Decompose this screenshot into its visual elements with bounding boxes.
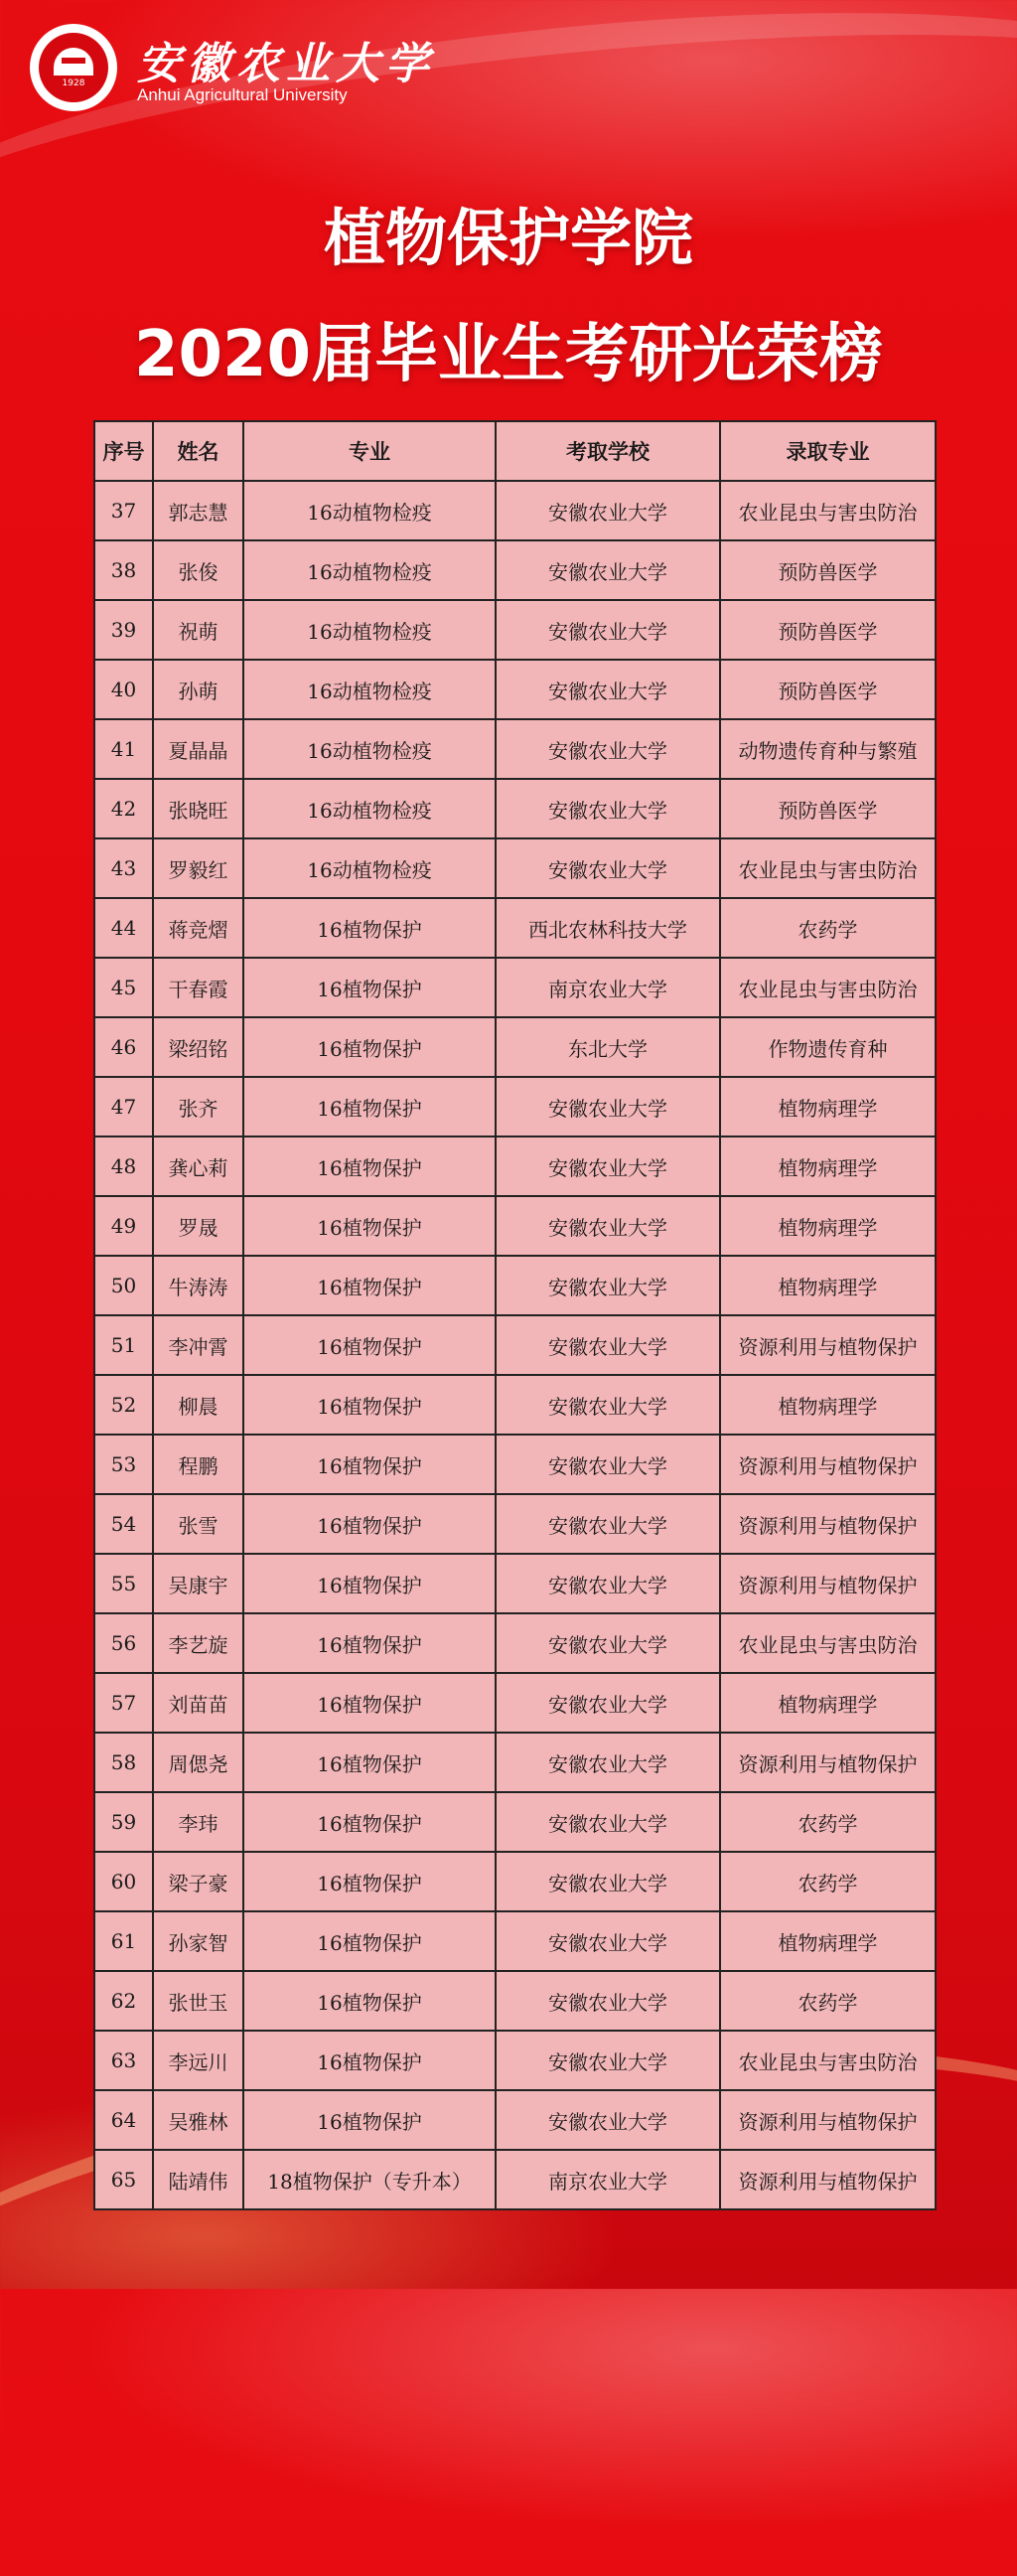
- cell-admitted-major: 农药学: [720, 898, 936, 958]
- cell-school: 安徽农业大学: [496, 1375, 720, 1435]
- cell-admitted-major: 植物病理学: [720, 1911, 936, 1971]
- cell-name: 罗毅红: [153, 838, 243, 898]
- cell-name: 柳晨: [153, 1375, 243, 1435]
- cell-major: 16动植物检疫: [243, 600, 496, 660]
- cell-major: 16植物保护: [243, 1971, 496, 2031]
- cell-name: 李远川: [153, 2031, 243, 2090]
- cell-admitted-major: 资源利用与植物保护: [720, 1554, 936, 1613]
- cell-school: 南京农业大学: [496, 2150, 720, 2209]
- cell-name: 吴雅林: [153, 2090, 243, 2150]
- cell-admitted-major: 作物遗传育种: [720, 1017, 936, 1077]
- cell-major: 16植物保护: [243, 1375, 496, 1435]
- cell-school: 东北大学: [496, 1017, 720, 1077]
- cell-school: 安徽农业大学: [496, 838, 720, 898]
- cell-school: 安徽农业大学: [496, 2090, 720, 2150]
- cell-index: 51: [94, 1315, 153, 1375]
- cell-school: 安徽农业大学: [496, 1435, 720, 1494]
- cell-name: 龚心莉: [153, 1136, 243, 1196]
- cell-name: 郭志慧: [153, 481, 243, 540]
- table-row: [94, 1613, 936, 1673]
- cell-school: 安徽农业大学: [496, 1554, 720, 1613]
- cell-index: 54: [94, 1494, 153, 1554]
- cell-major: 16植物保护: [243, 1077, 496, 1136]
- cell-name: 张晓旺: [153, 779, 243, 838]
- cell-school: 安徽农业大学: [496, 1673, 720, 1733]
- cell-school: 安徽农业大学: [496, 660, 720, 719]
- cell-major: 16植物保护: [243, 1852, 496, 1911]
- cell-admitted-major: 植物病理学: [720, 1375, 936, 1435]
- cell-name: 祝萌: [153, 600, 243, 660]
- cell-index: 58: [94, 1733, 153, 1792]
- cell-school: 安徽农业大学: [496, 1494, 720, 1554]
- cell-index: 38: [94, 540, 153, 600]
- cell-name: 张俊: [153, 540, 243, 600]
- table-row: [94, 1017, 936, 1077]
- cell-index: 64: [94, 2090, 153, 2150]
- table-row: [94, 1077, 936, 1136]
- table-row: [94, 1315, 936, 1375]
- cell-school: 安徽农业大学: [496, 1196, 720, 1256]
- cell-index: 44: [94, 898, 153, 958]
- cell-admitted-major: 植物病理学: [720, 1256, 936, 1315]
- cell-index: 61: [94, 1911, 153, 1971]
- cell-index: 62: [94, 1971, 153, 2031]
- cell-school: 安徽农业大学: [496, 1911, 720, 1971]
- cell-index: 42: [94, 779, 153, 838]
- cell-index: 50: [94, 1256, 153, 1315]
- cell-name: 张齐: [153, 1077, 243, 1136]
- cell-admitted-major: 植物病理学: [720, 1673, 936, 1733]
- table-row: [94, 779, 936, 838]
- cell-admitted-major: 资源利用与植物保护: [720, 2150, 936, 2209]
- cell-index: 41: [94, 719, 153, 779]
- cell-major: 16植物保护: [243, 1196, 496, 1256]
- table-row: [94, 1136, 936, 1196]
- cell-admitted-major: 农药学: [720, 1971, 936, 2031]
- cell-school: 安徽农业大学: [496, 540, 720, 600]
- cell-major: 16植物保护: [243, 1911, 496, 1971]
- cell-admitted-major: 资源利用与植物保护: [720, 1435, 936, 1494]
- table-row: [94, 898, 936, 958]
- table-row: [94, 1971, 936, 2031]
- cell-name: 梁绍铭: [153, 1017, 243, 1077]
- cell-admitted-major: 资源利用与植物保护: [720, 2090, 936, 2150]
- table-row: [94, 2090, 936, 2150]
- cell-school: 安徽农业大学: [496, 719, 720, 779]
- cell-name: 张世玉: [153, 1971, 243, 2031]
- header-school: 考取学校: [496, 421, 720, 481]
- cell-index: 63: [94, 2031, 153, 2090]
- cell-admitted-major: 植物病理学: [720, 1077, 936, 1136]
- cell-name: 孙萌: [153, 660, 243, 719]
- cell-index: 46: [94, 1017, 153, 1077]
- table-row: [94, 1375, 936, 1435]
- table-row: [94, 660, 936, 719]
- cell-major: 16植物保护: [243, 1613, 496, 1673]
- cell-school: 安徽农业大学: [496, 1852, 720, 1911]
- cell-school: 安徽农业大学: [496, 1256, 720, 1315]
- cell-name: 干春霞: [153, 958, 243, 1017]
- cell-name: 吴康宇: [153, 1554, 243, 1613]
- cell-major: 16植物保护: [243, 898, 496, 958]
- table-row: [94, 838, 936, 898]
- cell-admitted-major: 预防兽医学: [720, 660, 936, 719]
- cell-admitted-major: 农业昆虫与害虫防治: [720, 958, 936, 1017]
- table-row: [94, 958, 936, 1017]
- cell-admitted-major: 预防兽医学: [720, 540, 936, 600]
- cell-admitted-major: 农业昆虫与害虫防治: [720, 838, 936, 898]
- table-row: [94, 1494, 936, 1554]
- cell-school: 安徽农业大学: [496, 779, 720, 838]
- cell-admitted-major: 农业昆虫与害虫防治: [720, 1613, 936, 1673]
- cell-name: 李冲霄: [153, 1315, 243, 1375]
- table-row: [94, 1733, 936, 1792]
- cell-index: 45: [94, 958, 153, 1017]
- university-logo: [30, 24, 117, 111]
- cell-admitted-major: 植物病理学: [720, 1136, 936, 1196]
- cell-admitted-major: 预防兽医学: [720, 600, 936, 660]
- table-row: [94, 1852, 936, 1911]
- table-row: [94, 1435, 936, 1494]
- cell-admitted-major: 资源利用与植物保护: [720, 1494, 936, 1554]
- cell-major: 16动植物检疫: [243, 481, 496, 540]
- cell-index: 53: [94, 1435, 153, 1494]
- cell-name: 李艺旋: [153, 1613, 243, 1673]
- cell-school: 安徽农业大学: [496, 1792, 720, 1852]
- table-header-row: [94, 421, 936, 481]
- cell-major: 16植物保护: [243, 1256, 496, 1315]
- cell-index: 57: [94, 1673, 153, 1733]
- cell-school: 南京农业大学: [496, 958, 720, 1017]
- header-major: 专业: [243, 421, 496, 481]
- table-row: [94, 1911, 936, 1971]
- cell-admitted-major: 资源利用与植物保护: [720, 1733, 936, 1792]
- cell-major: 16植物保护: [243, 1673, 496, 1733]
- cell-name: 陆靖伟: [153, 2150, 243, 2209]
- cell-index: 60: [94, 1852, 153, 1911]
- table-row: [94, 1196, 936, 1256]
- cell-school: 西北农林科技大学: [496, 898, 720, 958]
- cell-index: 52: [94, 1375, 153, 1435]
- logo-mark-icon: [54, 48, 93, 76]
- cell-major: 16植物保护: [243, 2031, 496, 2090]
- university-name-en: Anhui Agricultural University: [137, 85, 348, 104]
- table-row: [94, 1554, 936, 1613]
- cell-name: 周偲尧: [153, 1733, 243, 1792]
- cell-index: 37: [94, 481, 153, 540]
- cell-major: 16植物保护: [243, 1315, 496, 1375]
- table-row: [94, 1673, 936, 1733]
- cell-major: 16植物保护: [243, 2090, 496, 2150]
- cell-major: 16植物保护: [243, 1435, 496, 1494]
- cell-index: 49: [94, 1196, 153, 1256]
- cell-name: 夏晶晶: [153, 719, 243, 779]
- admissions-table: [93, 420, 937, 2210]
- cell-major: 16植物保护: [243, 1136, 496, 1196]
- header-admitted-major: 录取专业: [720, 421, 936, 481]
- cell-major: 16动植物检疫: [243, 719, 496, 779]
- cell-name: 孙家智: [153, 1911, 243, 1971]
- cell-name: 李玮: [153, 1792, 243, 1852]
- table-row: [94, 2150, 936, 2209]
- cell-school: 安徽农业大学: [496, 1733, 720, 1792]
- cell-school: 安徽农业大学: [496, 1613, 720, 1673]
- cell-index: 39: [94, 600, 153, 660]
- page-title-honor-roll: 2020届毕业生考研光荣榜: [133, 318, 884, 391]
- cell-school: 安徽农业大学: [496, 600, 720, 660]
- cell-school: 安徽农业大学: [496, 1315, 720, 1375]
- logo-emblem: [39, 33, 108, 102]
- page-title-college: 植物保护学院: [323, 202, 693, 274]
- university-name-cn: 安徽农业大学: [137, 39, 435, 89]
- logo-year: 1928: [62, 77, 85, 88]
- cell-name: 梁子豪: [153, 1852, 243, 1911]
- cell-index: 56: [94, 1613, 153, 1673]
- table-row: [94, 1792, 936, 1852]
- cell-major: 16动植物检疫: [243, 660, 496, 719]
- cell-school: 安徽农业大学: [496, 2031, 720, 2090]
- cell-admitted-major: 预防兽医学: [720, 779, 936, 838]
- cell-major: 18植物保护（专升本）: [243, 2150, 496, 2209]
- cell-major: 16植物保护: [243, 958, 496, 1017]
- cell-index: 55: [94, 1554, 153, 1613]
- cell-major: 16动植物检疫: [243, 540, 496, 600]
- cell-major: 16植物保护: [243, 1554, 496, 1613]
- cell-major: 16植物保护: [243, 1792, 496, 1852]
- cell-major: 16动植物检疫: [243, 838, 496, 898]
- header-name: 姓名: [153, 421, 243, 481]
- table-row: [94, 600, 936, 660]
- cell-admitted-major: 植物病理学: [720, 1196, 936, 1256]
- cell-index: 47: [94, 1077, 153, 1136]
- cell-name: 罗晟: [153, 1196, 243, 1256]
- table-row: [94, 540, 936, 600]
- header-index: 序号: [94, 421, 153, 481]
- cell-name: 刘苗苗: [153, 1673, 243, 1733]
- cell-major: 16植物保护: [243, 1733, 496, 1792]
- cell-name: 张雪: [153, 1494, 243, 1554]
- cell-school: 安徽农业大学: [496, 1136, 720, 1196]
- table-row: [94, 481, 936, 540]
- cell-admitted-major: 农业昆虫与害虫防治: [720, 481, 936, 540]
- cell-index: 40: [94, 660, 153, 719]
- cell-index: 65: [94, 2150, 153, 2209]
- table-row: [94, 2031, 936, 2090]
- cell-school: 安徽农业大学: [496, 1077, 720, 1136]
- cell-admitted-major: 动物遗传育种与繁殖: [720, 719, 936, 779]
- cell-admitted-major: 资源利用与植物保护: [720, 1315, 936, 1375]
- cell-index: 43: [94, 838, 153, 898]
- cell-index: 59: [94, 1792, 153, 1852]
- cell-school: 安徽农业大学: [496, 1971, 720, 2031]
- cell-name: 蒋竞熠: [153, 898, 243, 958]
- cell-admitted-major: 农药学: [720, 1852, 936, 1911]
- cell-admitted-major: 农药学: [720, 1792, 936, 1852]
- cell-school: 安徽农业大学: [496, 481, 720, 540]
- cell-admitted-major: 农业昆虫与害虫防治: [720, 2031, 936, 2090]
- cell-major: 16植物保护: [243, 1017, 496, 1077]
- cell-major: 16动植物检疫: [243, 779, 496, 838]
- table-row: [94, 719, 936, 779]
- cell-name: 程鹏: [153, 1435, 243, 1494]
- cell-name: 牛涛涛: [153, 1256, 243, 1315]
- table-row: [94, 1256, 936, 1315]
- cell-index: 48: [94, 1136, 153, 1196]
- cell-major: 16植物保护: [243, 1494, 496, 1554]
